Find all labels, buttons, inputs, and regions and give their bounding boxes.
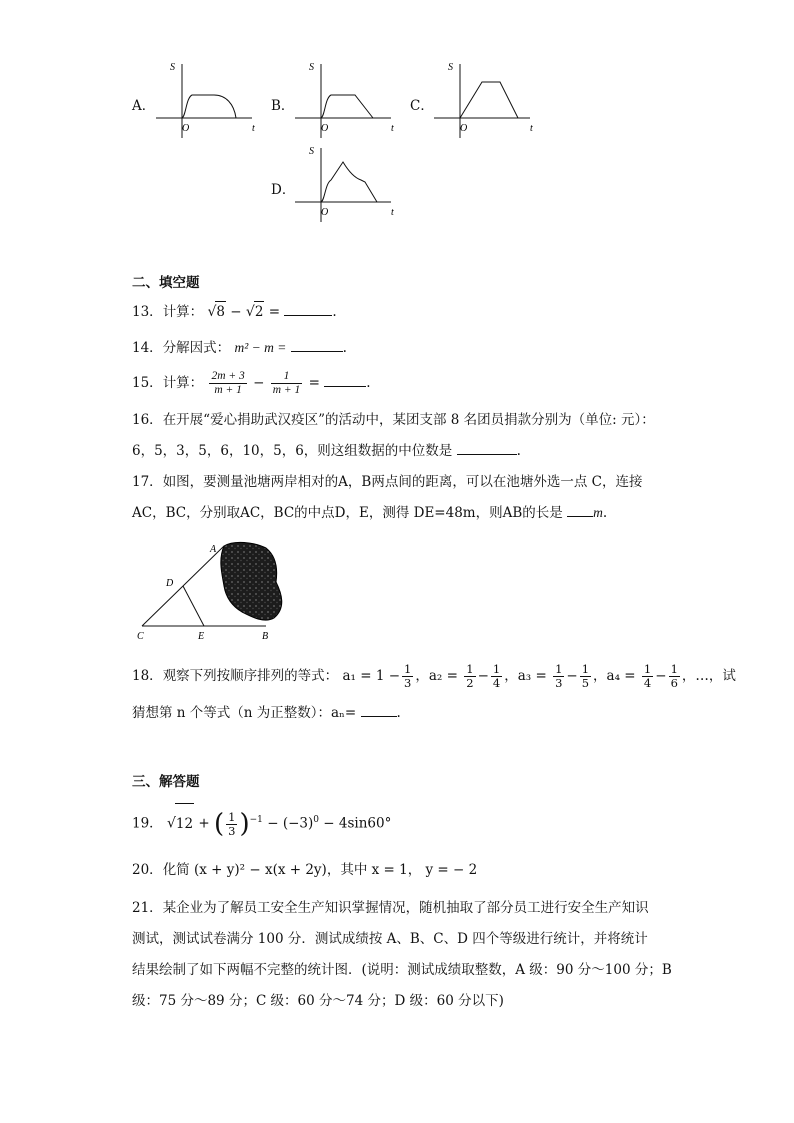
question-14: 14．分解因式： m² − m = . [132, 340, 347, 356]
answer-blank[interactable] [284, 303, 332, 316]
question-16: 16．在开展“爱心捐助武汉疫区”的活动中，某团支部 8 名团员捐款分别为（单位: 元）： [132, 412, 655, 428]
svg-text:S: S [309, 146, 314, 157]
option-b-graph [291, 58, 401, 142]
option-a-label: A． [132, 98, 156, 114]
answer-blank[interactable] [291, 339, 343, 352]
question-19: 19． √12 + ( $\frac{1}{3}$ )$^{-1} - (-3)^0 - 4\sin 60^\circ$ [132, 800, 391, 844]
option-d-graph [291, 142, 401, 226]
option-a-graph [152, 58, 262, 142]
svg-text:O: O [321, 207, 329, 218]
question-21-line4: 级：75 分～89 分；C 级：60 分～74 分；D 级：60 分以下) [132, 993, 504, 1009]
question-17-line2: AC，BC，分别取AC，BC的中点D，E，测得 DE=48m，则AB的长是 m. [132, 505, 608, 521]
option-b-label: B． [271, 98, 295, 114]
question-21: 21．某企业为了解员工安全生产知识掌握情况，随机抽取了部分员工进行安全生产知识 [132, 900, 649, 916]
pond-triangle-figure [134, 538, 294, 642]
point-e-label: E [198, 631, 205, 642]
answer-blank[interactable] [324, 374, 366, 387]
point-b-label: B [262, 631, 269, 642]
section-answer-title: 三、解答题 [132, 774, 200, 790]
question-15: 15．计算： $\frac{2m + 3}{m + 1}$ − $\frac{1}{m + 1}$ = . [132, 370, 371, 396]
section-fill-in-title: 二、填空题 [132, 275, 200, 291]
axis-o-label: O [182, 123, 190, 134]
svg-text:S: S [448, 62, 453, 73]
answer-blank[interactable] [567, 504, 593, 517]
option-c-graph [430, 58, 540, 142]
point-d-label: D [166, 578, 174, 589]
question-18-line2: 猜想第 n 个等式（n 为正整数）：aₙ= . [132, 705, 401, 721]
point-c-label: C [137, 631, 144, 642]
question-20: 20．化简 (x + y)² − x(x + 2y)，其中 x = 1， y = − 2 [132, 862, 478, 878]
question-16-line2: 6，5，3，5，6，10，5，6，则这组数据的中位数是 . [132, 443, 521, 459]
question-17: 17．如图，要测量池塘两岸相对的A，B两点间的距离，可以在池塘外选一点 C，连接 [132, 474, 643, 490]
axis-s-label: S [170, 62, 175, 73]
option-d-label: D． [271, 182, 296, 198]
axis-t-label: t [252, 123, 255, 134]
answer-blank[interactable] [361, 704, 397, 717]
question-18: 18．观察下列按顺序排列的等式： a₁ = 1 − $\frac{1}{3}$ ，a₂ = $\frac{1}{2}$ − $\frac{1}{4}$ ，a₃ = $\frac{1}{3}$ − $\frac{1}{5}$ ，a₄ = $\frac{1}{4}$ − $\frac{1}{6}$ ，…，试 [132, 662, 736, 690]
answer-blank[interactable] [457, 442, 517, 455]
svg-text:O: O [321, 123, 329, 134]
svg-text:t: t [391, 123, 394, 134]
question-13: 13．计算： √8 − √2 = . [132, 301, 337, 322]
question-21-line3: 结果绘制了如下两幅不完整的统计图．(说明：测试成绩取整数，A 级：90 分～100 分；B [132, 962, 672, 978]
question-21-line2: 测试，测试试卷满分 100 分．测试成绩按 A、B、C、D 四个等级进行统计，并将统计 [132, 931, 648, 947]
svg-text:t: t [530, 123, 533, 134]
svg-text:t: t [391, 207, 394, 218]
svg-text:S: S [309, 62, 314, 73]
svg-text:O: O [460, 123, 468, 134]
option-c-label: C． [410, 98, 434, 114]
point-a-label: A [210, 544, 217, 555]
pond-shape [221, 542, 282, 620]
